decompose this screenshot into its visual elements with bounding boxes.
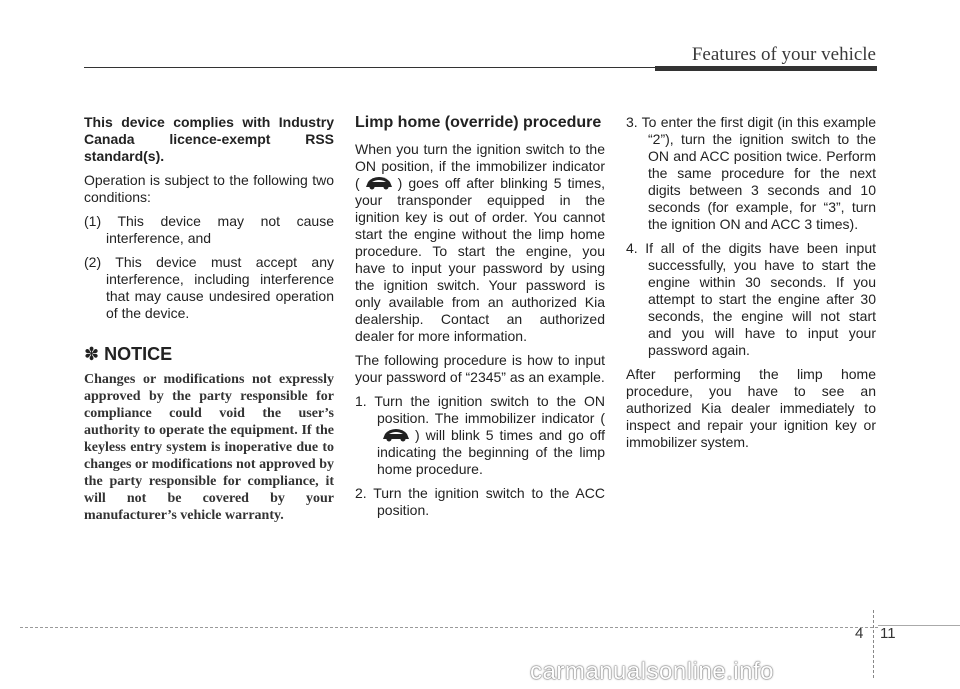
condition-2: (2) This device must accept any interference, including interference that may cause undesired operation of the device. <box>84 254 334 321</box>
notice-heading: ✽ NOTICE <box>84 344 173 364</box>
watermark: carmanualsonline.info <box>530 658 774 685</box>
chapter-number: 4 <box>855 625 864 642</box>
column-middle <box>355 114 605 526</box>
section-title: Limp home (override) procedure <box>355 114 602 131</box>
condition-1: (1) This device may not cause interference, and <box>84 213 334 246</box>
page-header-title: Features of your vehicle <box>691 44 876 65</box>
password-example-intro: The following procedure is how to input your password of “2345” as an example. <box>355 352 605 385</box>
limp-home-intro <box>355 141 605 345</box>
page-number-divider <box>873 610 874 678</box>
column-left <box>84 114 334 524</box>
notice-text: Changes or modifications not expressly approved by the party responsible for compliance could void the user’s authority to operate the equipment. If the keyless entry system is inoperative due to changes or modifications not approved by the party responsible for compliance, it will not be covered by your manufacturer’s vehicle warranty. <box>84 372 334 523</box>
column-right <box>626 114 876 458</box>
car-key-indicator-icon <box>380 427 412 443</box>
compliance-statement: This device complies with Industry Canada licence-exempt RSS standard(s). <box>84 114 334 164</box>
step-1-text-before: 1. Turn the ignition switch to the ON position. The immobilizer indicator ( <box>355 393 605 426</box>
step-4: 4. If all of the digits have been input successfully, you have to start the engine within 30 seconds. If you attempt to start the engine after 30 seconds, the engine will not start and you will have to input your password again. <box>626 240 876 358</box>
intro-text-before: When you turn the ignition switch to the ON position, if the immobilizer indicator ( <box>355 141 605 191</box>
conditions-intro: Operation is subject to the following two conditions: <box>84 172 334 205</box>
footer-rule <box>20 627 878 628</box>
step-1-text-after: ) will blink 5 times and go off indicating the beginning of the limp home procedure. <box>377 427 605 477</box>
page-number: 11 <box>880 625 896 642</box>
after-procedure-note: After performing the limp home procedure, you have to see an authorized Kia dealer immediately to inspect and repair your ignition key or immobilizer system. <box>626 366 876 450</box>
step-3: 3. To enter the first digit (in this example “2”), turn the ignition switch to the ON and ACC position twice. Perform the same procedure for the next digits between 3 seconds and 10 seconds (for example, for “3”, turn the ignition ON and ACC 3 times). <box>626 114 876 232</box>
car-key-indicator-icon <box>363 175 395 191</box>
step-1 <box>355 393 605 478</box>
step-2: 2. Turn the ignition switch to the ACC position. <box>355 485 605 518</box>
intro-text-after: ) goes off after blinking 5 times, your transponder equipped in the ignition key is out of order. You cannot start the engine without the limp home procedure. To start the engine, you have to input your password by using the ignition switch. Your password is only available from an authorized Kia dealership. Contact an authorized dealer for more information. <box>355 175 605 344</box>
header-rule-accent <box>655 66 877 71</box>
